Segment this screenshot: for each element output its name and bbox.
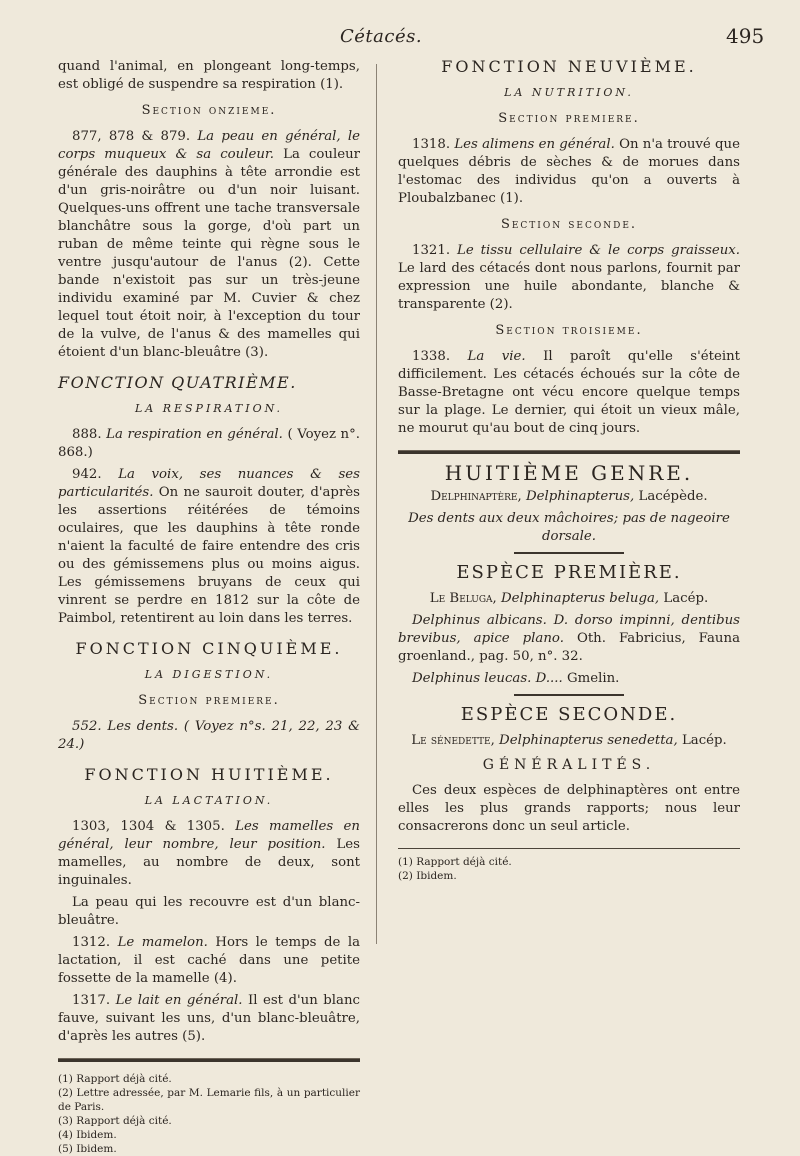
- paragraph-title: Le mamelon.: [117, 935, 208, 950]
- sub-heading: LA DIGESTION.: [144, 668, 274, 681]
- left-column: [58, 58, 360, 1156]
- genre-name: Delphinaptère,: [430, 489, 522, 504]
- running-title: Cétacés.: [340, 26, 423, 47]
- paragraph-title: Les alimens en général.: [454, 137, 615, 152]
- paragraph-title: La vie.: [467, 349, 526, 364]
- paragraph-body: La couleur générale des dauphins à tête arrondie est d'un gris-noirâtre ou d'un noir luisant. Quelques-uns offrent une tache transversale blanchâtre sous la gorge, d'où part un ruban de même teinte qui règne sous le ventre jusqu'autour de l'anus (2). Cette bande n'existoit pas sur un très-jeune individu examiné par M. Cuvier & chez lequel tout étoit noir, à l'exception du tour de la vulve, de l'anus & des mamelles qui étoient d'un blanc-bleuâtre (3).: [58, 147, 360, 360]
- short-rule: [514, 552, 624, 554]
- fonction-heading: FONCTION HUITIÈME.: [84, 765, 334, 784]
- paragraph-552: 552. Les dents. ( Voyez n°s. 21, 22, 23 & 24.): [58, 719, 360, 752]
- genre-description: Des dents aux deux mâchoires; pas de nageoire dorsale.: [408, 511, 730, 544]
- running-head: [0, 14, 800, 54]
- genre-latin: Delphinapterus,: [525, 489, 635, 504]
- fonction-heading: FONCTION NEUVIÈME.: [441, 57, 697, 76]
- paragraph-title: Les mamelles en général, leur nombre, leur position.: [58, 819, 360, 852]
- sub-heading: LA LACTATION.: [144, 794, 274, 807]
- synonym-1: [398, 612, 740, 666]
- species-line: [398, 590, 740, 608]
- section-heading: Section seconde.: [500, 217, 638, 232]
- footnote: (4) Ibidem.: [58, 1129, 117, 1141]
- right-column: [398, 58, 740, 883]
- synonym-latin: Delphinus leucas. D....: [412, 671, 563, 686]
- paragraph-1303-cont: La peau qui les recouvre est d'un blanc-bleuâtre.: [58, 895, 360, 928]
- paragraph-1312: [58, 934, 360, 988]
- paragraph-body: Le lard des cétacés dont nous parlons, fournit par expression une huile abondante, blanche & transparente (2).: [398, 261, 740, 312]
- genre-rule: [398, 450, 740, 454]
- paragraph-number: 1317.: [72, 993, 111, 1008]
- footnote-rule: [58, 1058, 360, 1062]
- species-line: [398, 732, 740, 750]
- paragraph-1338: [398, 348, 740, 438]
- sub-heading: LA NUTRITION.: [504, 86, 634, 99]
- footnote: (2) Ibidem.: [398, 870, 457, 882]
- species-latin: Delphinapterus beluga,: [500, 591, 660, 606]
- species-author: Lacép.: [663, 591, 709, 606]
- paragraph-title: Le tissu cellulaire & le corps graisseux.: [457, 243, 740, 258]
- footnote-rule: [398, 848, 740, 849]
- generalites-heading: GÉNÉRALITÉS.: [482, 757, 656, 773]
- page-number: 495: [726, 24, 765, 48]
- species-name: Le sénedette,: [411, 733, 495, 748]
- paragraph-888: [58, 426, 360, 462]
- section-heading: Section onzieme.: [141, 103, 277, 118]
- paragraph-number: 1338.: [412, 349, 451, 364]
- paragraph-number: 888.: [72, 427, 102, 442]
- section-heading: Section premiere.: [498, 111, 640, 126]
- synonym-source: Gmelin.: [566, 671, 620, 686]
- species-latin: Delphinapterus senedetta,: [499, 733, 678, 748]
- section-heading: Section troisieme.: [495, 323, 643, 338]
- paragraph-title: La peau en général, le corps muqueux & sa couleur.: [58, 129, 361, 162]
- fonction-heading: FONCTION CINQUIÈME.: [75, 639, 343, 658]
- paragraph-1321: [398, 242, 740, 314]
- paragraph-number: 1312.: [72, 935, 111, 950]
- footnotes: [58, 1072, 360, 1156]
- fonction-heading: FONCTION QUATRIÈME.: [58, 373, 297, 392]
- paragraph-number: 1321.: [412, 243, 451, 258]
- paragraph-number: 1318.: [412, 137, 451, 152]
- paragraph-number: 1303, 1304 & 1305.: [72, 819, 225, 834]
- paragraph-body: Les mamelles, au nombre de deux, sont inguinales.: [58, 837, 360, 888]
- paragraph-reference: ( Voyez n°. 868.): [58, 427, 360, 460]
- paragraph-1318: [398, 136, 740, 208]
- paragraph-generalites: Ces deux espèces de delphinaptères ont entre elles les plus grands rapports; nous leur consacrerons donc un seul article.: [398, 783, 740, 834]
- sub-heading: LA RESPIRATION.: [134, 402, 284, 415]
- synonym-2: [398, 670, 740, 688]
- short-rule: [514, 694, 624, 696]
- column-divider: [376, 64, 377, 944]
- espece-heading: ESPÈCE SECONDE.: [460, 704, 678, 725]
- paragraph-intro: quand l'animal, en plongeant long-temps, est obligé de suspendre sa respiration (1).: [58, 59, 360, 92]
- paragraph-number: 877, 878 & 879.: [72, 129, 191, 144]
- footnote: (3) Rapport déjà cité.: [58, 1115, 172, 1127]
- section-heading: Section premiere.: [138, 693, 280, 708]
- synonym-source: Oth. Fabricius, Fauna groenland., pag. 50, n°. 32.: [398, 631, 740, 664]
- genre-line: [398, 488, 740, 506]
- synonym-latin: Delphinus albicans. D. dorso impinni, dentibus brevibus, apice plano.: [398, 613, 740, 646]
- species-author: Lacép.: [681, 733, 727, 748]
- footnotes: [398, 855, 740, 883]
- paragraph-body: Il paroît qu'elle s'éteint difficilement. Les cétacés échoués sur la côte de Basse-Bretagne ont vécu encore quelque temps sur la plage. Le dernier, qui étoit un vieux mâle, ne mourut qu'au bout de cinq jours.: [398, 349, 740, 436]
- paragraph-942: [58, 466, 360, 628]
- paragraph-title: La voix, ses nuances & ses particularités.: [58, 467, 361, 500]
- paragraph-number: 942.: [72, 467, 102, 482]
- paragraph-body: Hors le temps de la lactation, il est caché dans une petite fossette de la mamelle (4).: [58, 935, 361, 986]
- paragraph-1317: [58, 992, 360, 1046]
- genre-author: Lacépède.: [638, 489, 708, 504]
- footnote: (1) Rapport déjà cité.: [398, 856, 512, 868]
- footnote: (5) Ibidem.: [58, 1143, 117, 1155]
- espece-heading: ESPÈCE PREMIÈRE.: [456, 562, 682, 583]
- paragraph-1303: [58, 818, 360, 890]
- paragraph-body: On n'a trouvé que quelques débris de sèches & de morues dans l'estomac des individus qu'on a ouverts à Ploubalzbanec (1).: [398, 137, 740, 206]
- paragraph-body: On ne sauroit douter, d'après les assertions réitérées de témoins oculaires, que les dauphins à tête ronde n'aient la faculté de faire entendre des cris ou des gémissemens plus ou moins aigus. Les gémissemens bruyans de ceux qui vinrent se perdre en 1812 sur la côte de Paimbol, retentirent au loin dans les terres.: [58, 485, 360, 626]
- genre-heading: HUITIÈME GENRE.: [444, 461, 694, 485]
- paragraph-body: Il est d'un blanc fauve, suivant les uns, d'un blanc-bleuâtre, d'après les autres (5).: [58, 993, 360, 1044]
- paragraph-title: Le lait en général.: [115, 993, 243, 1008]
- paragraph-title: La respiration en général.: [106, 427, 283, 442]
- footnote: (2) Lettre adressée, par M. Lemarie fils, à un particulier de Paris.: [58, 1087, 360, 1113]
- paragraph-877: [58, 128, 360, 362]
- species-name: Le Beluga,: [429, 591, 497, 606]
- footnote: (1) Rapport déjà cité.: [58, 1073, 172, 1085]
